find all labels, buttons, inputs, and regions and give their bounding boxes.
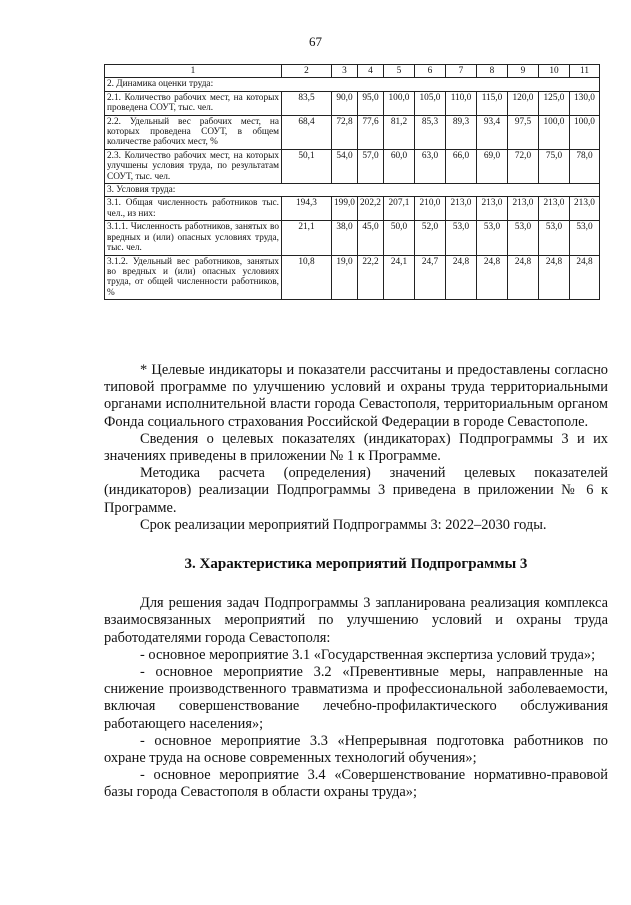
timeline-paragraph: Срок реализации мероприятий Подпрограммы 3: 2022–2030 годы. xyxy=(140,516,547,533)
table-row xyxy=(105,221,600,255)
table-header-row xyxy=(105,65,600,78)
indicators-table xyxy=(104,64,600,300)
value-cell: 53,0 xyxy=(446,221,477,255)
value-cell: 105,0 xyxy=(415,91,446,115)
value-cell: 52,0 xyxy=(415,221,446,255)
footnote-paragraph: * Целевые индикаторы и показатели рассчитаны и предоставлены согласно типовой программе по улучшению условий и охраны труда территориальными органами исполнительной власти города Севастополя, территориальным органом Фонда социального страхования Российской Федерации в городе Севастополе. xyxy=(104,362,608,430)
value-cell: 24,8 xyxy=(570,255,600,300)
value-cell: 100,0 xyxy=(384,91,415,115)
measure-item: - основное мероприятие 3.4 «Совершенствование нормативно-правовой базы города Севастополя в области охраны труда»; xyxy=(104,767,608,801)
value-cell: 213,0 xyxy=(539,197,570,221)
value-cell: 24,8 xyxy=(508,255,539,300)
indicator-label: 2.3. Количество рабочих мест, на которых улучшены условия труда, по результатам СОУТ, тыс. чел. xyxy=(105,149,282,183)
table-row xyxy=(105,197,600,221)
value-cell: 24,8 xyxy=(446,255,477,300)
value-cell: 210,0 xyxy=(415,197,446,221)
value-cell: 53,0 xyxy=(477,221,508,255)
value-cell: 199,0 xyxy=(332,197,358,221)
value-cell: 100,0 xyxy=(539,115,570,149)
value-cell: 130,0 xyxy=(570,91,600,115)
value-cell: 213,0 xyxy=(570,197,600,221)
column-number-cell: 1 xyxy=(105,65,282,78)
table-row xyxy=(105,91,600,115)
value-cell: 24,8 xyxy=(539,255,570,300)
column-number-cell: 3 xyxy=(332,65,358,78)
value-cell: 45,0 xyxy=(358,221,384,255)
value-cell: 213,0 xyxy=(508,197,539,221)
indicator-label: 2.1. Количество рабочих мест, на которых проведена СОУТ, тыс. чел. xyxy=(105,91,282,115)
column-number-cell: 11 xyxy=(570,65,600,78)
value-cell: 120,0 xyxy=(508,91,539,115)
table-row xyxy=(105,149,600,183)
measure-item: - основное мероприятие 3.1 «Государственная экспертиза условий труда»; xyxy=(140,646,596,663)
value-cell: 50,1 xyxy=(282,149,332,183)
value-cell: 77,6 xyxy=(358,115,384,149)
value-cell: 194,3 xyxy=(282,197,332,221)
value-cell: 207,1 xyxy=(384,197,415,221)
value-cell: 22,2 xyxy=(358,255,384,300)
value-cell: 75,0 xyxy=(539,149,570,183)
column-number-cell: 2 xyxy=(282,65,332,78)
indicators-info-paragraph: Сведения о целевых показателях (индикаторах) Подпрограммы 3 и их значениях приведены в приложении № 1 к Программе. xyxy=(104,430,608,465)
column-number-cell: 9 xyxy=(508,65,539,78)
value-cell: 72,0 xyxy=(508,149,539,183)
section-heading: 3. Характеристика мероприятий Подпрограммы 3 xyxy=(184,556,528,573)
value-cell: 83,5 xyxy=(282,91,332,115)
value-cell: 10,8 xyxy=(282,255,332,300)
value-cell: 95,0 xyxy=(358,91,384,115)
indicator-label: 3.1. Общая численность работников тыс. чел., из них: xyxy=(105,197,282,221)
section-label: 3. Условия труда: xyxy=(105,184,600,197)
measure-item: - основное мероприятие 3.2 «Превентивные меры, направленные на снижение производственного травматизма и профессиональной заболеваемости, включая совершенствование лечебно-профилактического обслуживания работающего населения»; xyxy=(104,664,608,732)
value-cell: 21,1 xyxy=(282,221,332,255)
value-cell: 24,8 xyxy=(477,255,508,300)
value-cell: 50,0 xyxy=(384,221,415,255)
value-cell: 53,0 xyxy=(539,221,570,255)
value-cell: 60,0 xyxy=(384,149,415,183)
indicator-label: 2.2. Удельный вес рабочих мест, на которых проведена СОУТ, в общем количестве рабочих мест, % xyxy=(105,115,282,149)
section-row xyxy=(105,184,600,197)
value-cell: 100,0 xyxy=(570,115,600,149)
table-row xyxy=(105,255,600,300)
value-cell: 72,8 xyxy=(332,115,358,149)
value-cell: 19,0 xyxy=(332,255,358,300)
section-label: 2. Динамика оценки труда: xyxy=(105,78,600,91)
value-cell: 213,0 xyxy=(477,197,508,221)
value-cell: 68,4 xyxy=(282,115,332,149)
column-number-cell: 10 xyxy=(539,65,570,78)
table-row xyxy=(105,115,600,149)
value-cell: 85,3 xyxy=(415,115,446,149)
tasks-paragraph: Для решения задач Подпрограммы 3 запланирована реализация комплекса взаимосвязанных мероприятий по улучшению условий и охраны труда работодателями города Севастополя: xyxy=(104,595,608,646)
value-cell: 97,5 xyxy=(508,115,539,149)
value-cell: 54,0 xyxy=(332,149,358,183)
value-cell: 24,7 xyxy=(415,255,446,300)
value-cell: 125,0 xyxy=(539,91,570,115)
value-cell: 115,0 xyxy=(477,91,508,115)
indicator-label: 3.1.2. Удельный вес работников, занятых во вредных и (или) опасных условиях труда, от общей численности работников, % xyxy=(105,255,282,300)
body-text xyxy=(104,362,608,802)
section-row xyxy=(105,78,600,91)
column-number-cell: 7 xyxy=(446,65,477,78)
column-number-cell: 8 xyxy=(477,65,508,78)
value-cell: 89,3 xyxy=(446,115,477,149)
column-number-cell: 5 xyxy=(384,65,415,78)
value-cell: 93,4 xyxy=(477,115,508,149)
value-cell: 90,0 xyxy=(332,91,358,115)
value-cell: 53,0 xyxy=(570,221,600,255)
value-cell: 66,0 xyxy=(446,149,477,183)
indicator-label: 3.1.1. Численность работников, занятых во вредных и (или) опасных условиях труда, тыс. чел. xyxy=(105,221,282,255)
value-cell: 81,2 xyxy=(384,115,415,149)
value-cell: 24,1 xyxy=(384,255,415,300)
value-cell: 38,0 xyxy=(332,221,358,255)
column-number-cell: 4 xyxy=(358,65,384,78)
page-number: 67 xyxy=(309,34,322,49)
value-cell: 53,0 xyxy=(508,221,539,255)
value-cell: 213,0 xyxy=(446,197,477,221)
value-cell: 57,0 xyxy=(358,149,384,183)
methodology-paragraph: Методика расчета (определения) значений целевых показателей (индикаторов) реализации Подпрограммы 3 приведена в приложении № 6 к Программе. xyxy=(104,465,608,516)
column-number-cell: 6 xyxy=(415,65,446,78)
measure-item: - основное мероприятие 3.3 «Непрерывная подготовка работников по охране труда на основе современных технологий обучения»; xyxy=(104,732,608,767)
value-cell: 202,2 xyxy=(358,197,384,221)
value-cell: 69,0 xyxy=(477,149,508,183)
value-cell: 78,0 xyxy=(570,149,600,183)
value-cell: 63,0 xyxy=(415,149,446,183)
value-cell: 110,0 xyxy=(446,91,477,115)
